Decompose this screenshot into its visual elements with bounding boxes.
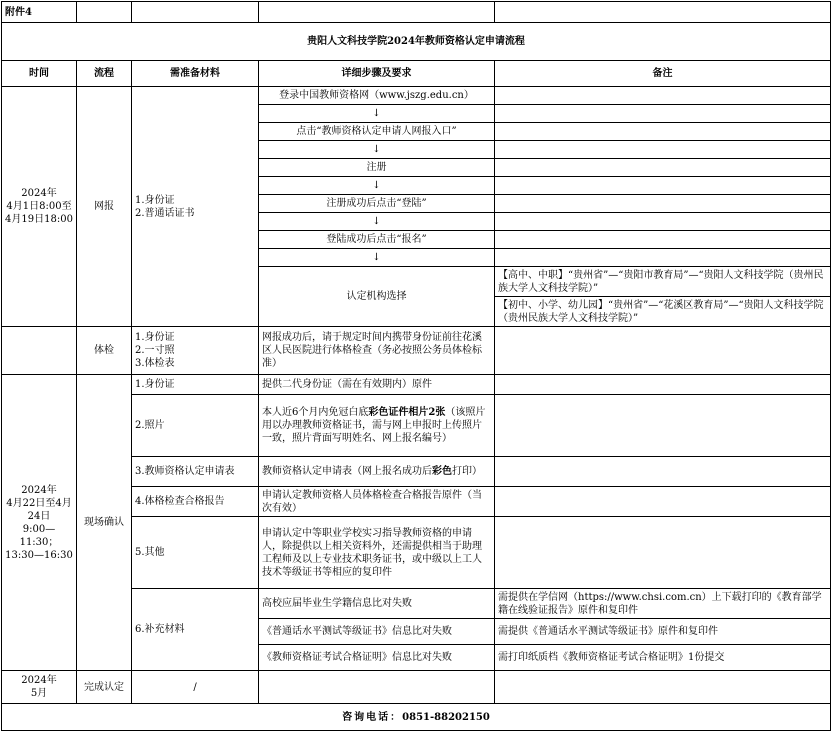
complete-materials: / xyxy=(132,671,259,704)
online-material-item: 2.普通话证书 xyxy=(135,207,195,219)
supplement-note: 需打印纸质档《教师资格证考试合格证明》1份提交 xyxy=(495,645,831,671)
onsite-step-photo: 本人近6个月内免冠白底彩色证件相片2张（该照片用以办理教师资格证书，需与网上申报时上传照片一致，照片背面写明姓名、网上报名编号） xyxy=(259,395,495,457)
header-materials: 需准备材料 xyxy=(132,61,259,87)
physical-material-item: 3.体检表 xyxy=(135,358,175,369)
annex-label: 附件4 xyxy=(2,2,77,23)
step-login-click: 注册成功后点击“登陆” xyxy=(259,195,495,213)
onsite-step-health: 申请认定教师资格人员体格检查合格报告原件（当次有效） xyxy=(259,487,495,517)
arrow-down-icon: ↓ xyxy=(259,249,495,267)
physical-steps: 网报成功后，请于规定时间内携带身份证前往花溪区人民医院进行体格检查（务必按照公务员体检标准） xyxy=(259,327,495,375)
onsite-process: 现场确认 xyxy=(77,375,132,671)
step-login: 登录中国教师资格网（www.jszg.edu.cn） xyxy=(259,87,495,105)
header-time: 时间 xyxy=(2,61,77,87)
header-steps: 详细步骤及要求 xyxy=(259,61,495,87)
physical-materials xyxy=(132,327,259,375)
arrow-down-icon: ↓ xyxy=(259,105,495,123)
supplement-step: 高校应届毕业生学籍信息比对失败 xyxy=(259,589,495,619)
supplement-note: 需提供《普通话水平测试等级证书》原件和复印件 xyxy=(495,619,831,645)
supplement-step: 《教师资格证考试合格证明》信息比对失败 xyxy=(259,645,495,671)
footer-phone: 0851-88202150 xyxy=(402,711,490,723)
step-entry: 点击“教师资格认定申请人网报入口” xyxy=(259,123,495,141)
onsite-material-supplement: 6.补充材料 xyxy=(132,589,259,671)
onsite-material-health: 4.体格检查合格报告 xyxy=(132,487,259,517)
online-process: 网报 xyxy=(77,87,132,327)
physical-process: 体检 xyxy=(77,327,132,375)
onsite-step-id: 提供二代身份证（需在有效期内）原件 xyxy=(259,375,495,395)
step-register: 注册 xyxy=(259,159,495,177)
arrow-down-icon: ↓ xyxy=(259,177,495,195)
onsite-step-form: 教师资格认定申请表（网上报名成功后彩色打印） xyxy=(259,457,495,487)
header-process: 流程 xyxy=(77,61,132,87)
physical-material-item: 1.身份证 xyxy=(135,332,175,343)
institution-note-primary: 【初中、小学、幼儿园】“贵州省”—“花溪区教育局”—“贵阳人文科技学院（贵州民族大学人文科技学院）” xyxy=(495,297,831,327)
complete-time: 2024年 5月 xyxy=(2,671,77,704)
physical-material-item: 2.一寸照 xyxy=(135,345,175,356)
onsite-material-other: 5.其他 xyxy=(132,517,259,589)
online-materials xyxy=(132,87,259,327)
supplement-step: 《普通话水平测试等级证书》信息比对失败 xyxy=(259,619,495,645)
onsite-material-photo: 2.照片 xyxy=(132,395,259,457)
complete-process: 完成认定 xyxy=(77,671,132,704)
onsite-material-form: 3.教师资格认定申请表 xyxy=(132,457,259,487)
arrow-down-icon: ↓ xyxy=(259,141,495,159)
step-apply: 登陆成功后点击“报名” xyxy=(259,231,495,249)
onsite-time: 2024年 4月22日至4月 24日 9:00—11:30； 13:30—16:30 xyxy=(2,375,77,671)
footer-label: 咨询电话： xyxy=(342,711,403,723)
supplement-note: 需提供在学信网（https://www.chsi.com.cn）上下载打印的《教育部学籍在线验证报告》原件和复印件 xyxy=(495,589,831,619)
online-material-item: 1.身份证 xyxy=(135,194,175,206)
institution-note-high: 【高中、中职】“贵州省”—“贵阳市教育局”—“贵阳人文科技学院（贵州民族大学人文科技学院）” xyxy=(495,267,831,297)
footer-contact xyxy=(2,704,831,731)
step-institution: 认定机构选择 xyxy=(259,267,495,327)
onsite-step-other: 申请认定中等职业学校实习指导教师资格的申请人，除提供以上相关资料外，还需提供相当于助理工程师及以上专业技术职务证书，或中级以上工人技术等级证书等相应的复印件 xyxy=(259,517,495,589)
online-time: 2024年 4月1日8:00至 4月19日18:00 xyxy=(2,87,77,327)
onsite-material-id: 1.身份证 xyxy=(132,375,259,395)
arrow-down-icon: ↓ xyxy=(259,213,495,231)
process-table xyxy=(1,1,831,731)
header-remarks: 备注 xyxy=(495,61,831,87)
page-title: 贵阳人文科技学院2024年教师资格认定申请流程 xyxy=(2,23,831,61)
